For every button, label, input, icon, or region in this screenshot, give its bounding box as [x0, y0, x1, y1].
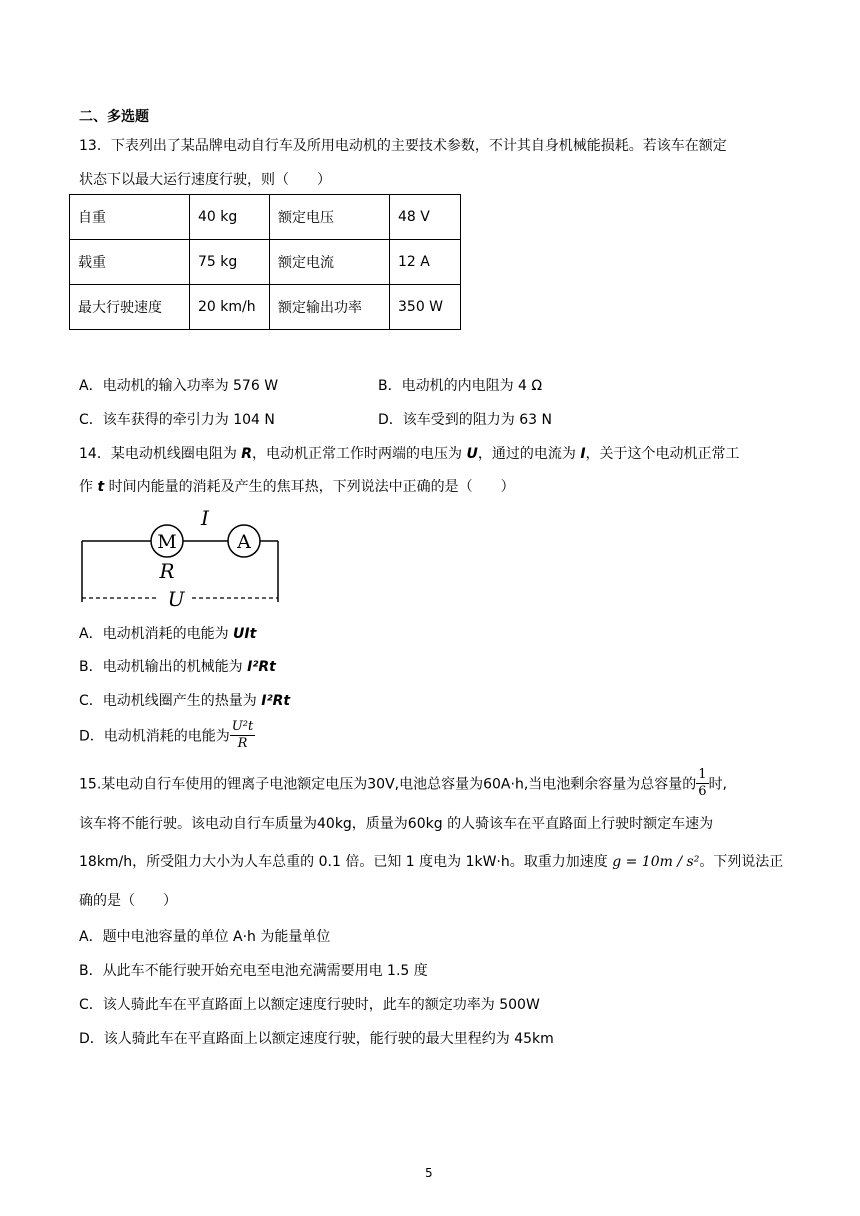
q14-var-t: t [97, 479, 105, 495]
q13-stem-line1: 13．下表列出了某品牌电动自行车及所用电动机的主要技术参数，不计其自身机械能损耗。若该车在额定 [79, 138, 727, 154]
q14-option-b-text: B．电动机输出的机械能为 [79, 659, 248, 675]
page-number: 5 [425, 1166, 433, 1180]
current-label: I [201, 506, 209, 530]
table-row [70, 285, 461, 330]
q15-option-b: B．从此车不能行驶开始充电至电池充满需要用电 1.5 度 [79, 963, 428, 979]
q14-option-c [79, 690, 290, 710]
fraction-denominator: 6 [698, 784, 707, 799]
q13-option-b: B．电动机的内电阻为 4 Ω [378, 378, 543, 394]
q14-var-r: R [241, 446, 253, 462]
q14-stem-line1 [79, 443, 740, 463]
table-row [70, 195, 461, 240]
q15-text: 时, [708, 776, 728, 793]
table-cell: 350 W [390, 285, 461, 330]
ammeter-label: A [237, 531, 251, 553]
q14-option-d-fraction [230, 719, 255, 752]
q14-text: ，通过的电流为 [477, 446, 581, 462]
q15-option-d: D．该人骑此车在平直路面上以额定速度行驶，能行驶的最大里程约为 45km [79, 1031, 554, 1047]
fraction-denominator: R [237, 736, 248, 751]
circuit-diagram [75, 505, 290, 615]
q13-option-c: C．该车获得的牵引力为 104 N [79, 412, 275, 428]
q15-fraction [696, 767, 708, 800]
motor-label: M [157, 531, 177, 553]
table-cell: 载重 [70, 240, 190, 285]
table-cell: 20 km/h [190, 285, 270, 330]
table-cell: 额定电流 [270, 240, 390, 285]
q14-text: ，关于这个电动机正常工 [585, 446, 740, 462]
q14-var-u: U [466, 446, 478, 462]
q15-text: 。下列说法正 [699, 854, 784, 870]
q14-option-d [79, 719, 255, 752]
q15-text: 15.某电动自行车使用的锂离子电池额定电压为30V,电池总容量为60A·h,当电池剩余容量为总容量的 [79, 776, 697, 793]
q14-option-a [79, 623, 256, 643]
q15-gravity-formula: g = 10m / s² [612, 854, 700, 870]
q14-option-b-formula: I²Rt [247, 659, 276, 675]
q15-text: 18km/h，所受阻力大小为人车总重的 0.1 倍。已知 1 度电为 1kW·h。取重力加速度 [79, 854, 613, 870]
q15-stem-line3 [79, 851, 783, 871]
voltage-label: U [167, 587, 185, 611]
q14-text: ，电动机正常工作时两端的电压为 [252, 446, 467, 462]
table-cell: 75 kg [190, 240, 270, 285]
q14-option-c-text: C．电动机线圈产生的热量为 [79, 693, 262, 709]
table-cell: 额定电压 [270, 195, 390, 240]
table-cell: 自重 [70, 195, 190, 240]
table-cell: 48 V [390, 195, 461, 240]
q14-stem-line2 [79, 476, 515, 496]
q15-option-a: A．题中电池容量的单位 A·h 为能量单位 [79, 929, 331, 945]
q14-text: 作 [79, 479, 98, 495]
table-cell: 12 A [390, 240, 461, 285]
q14-option-b [79, 656, 276, 676]
q14-option-d-text: D．电动机消耗的电能为 [79, 728, 230, 745]
spec-table [69, 194, 461, 330]
table-cell: 额定输出功率 [270, 285, 390, 330]
q15-option-c: C．该人骑此车在平直路面上以额定速度行驶时，此车的额定功率为 500W [79, 997, 540, 1013]
q13-option-a: A．电动机的输入功率为 576 W [79, 378, 279, 394]
q15-stem-line1 [79, 767, 727, 800]
fraction-numerator: U²t [231, 719, 254, 734]
q14-option-a-formula: UIt [233, 626, 257, 642]
q14-option-c-formula: I²Rt [261, 693, 291, 709]
q14-option-a-text: A．电动机消耗的电能为 [79, 626, 234, 642]
q13-stem-line2: 状态下以最大运行速度行驶，则（ ） [79, 172, 331, 188]
table-cell: 40 kg [190, 195, 270, 240]
table-cell: 最大行驶速度 [70, 285, 190, 330]
q14-text: 时间内能量的消耗及产生的焦耳热，下列说法中正确的是（ ） [104, 479, 515, 495]
q14-var-i: I [580, 446, 586, 462]
table-row [70, 240, 461, 285]
q15-stem-line2: 该车将不能行驶。该电动自行车质量为40kg，质量为60kg 的人骑该车在平直路面上行驶时额定车速为 [79, 816, 714, 832]
section-title: 二、多选题 [79, 109, 149, 125]
fraction-numerator: 1 [698, 767, 707, 782]
q15-stem-line4: 确的是（ ） [79, 893, 177, 909]
resistance-label: R [159, 559, 175, 583]
q14-text: 14．某电动机线圈电阻为 [79, 446, 242, 462]
q13-option-d: D．该车受到的阻力为 63 N [378, 412, 552, 428]
